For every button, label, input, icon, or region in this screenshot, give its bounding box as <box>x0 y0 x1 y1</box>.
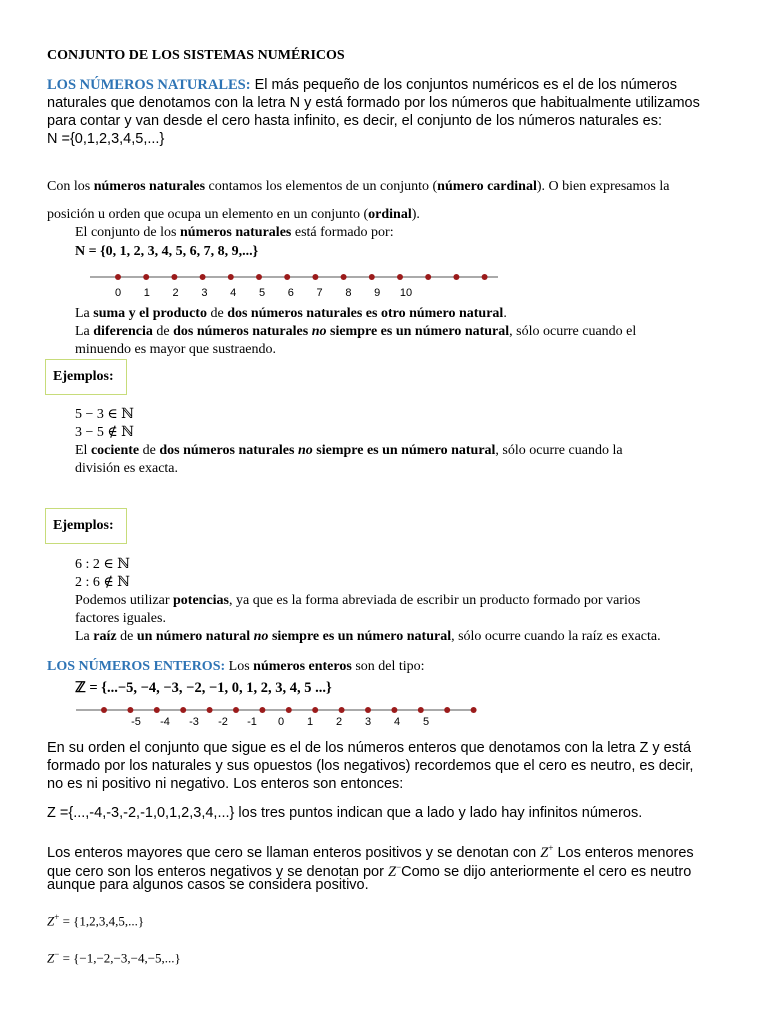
page-title: CONJUNTO DE LOS SISTEMAS NUMÉRICOS <box>47 48 345 63</box>
natural-point <box>369 274 375 280</box>
natural-tick-label: 2 <box>172 287 179 299</box>
example-subtraction-in: 5 − 3 ∈ ℕ <box>75 407 135 422</box>
integer-tick-label: 3 <box>364 716 372 728</box>
examples-box-2 <box>45 508 127 544</box>
natural-tick-label: 9 <box>374 287 381 299</box>
natural-tick-label: 4 <box>230 287 237 299</box>
enteros-para1-line-3: no es ni positivo ni negativo. Los enteros son entonces: <box>47 776 404 792</box>
natural-number-line <box>88 264 508 304</box>
example-division-notin: 2 : 6 ∉ ℕ <box>75 575 131 590</box>
natural-point <box>115 274 121 280</box>
naturales-heading: LOS NÚMEROS NATURALES: <box>47 77 251 93</box>
integer-point <box>180 707 186 713</box>
natural-point <box>256 274 262 280</box>
natural-point <box>228 274 234 280</box>
natural-tick-label: 1 <box>143 287 150 299</box>
integer-tick-label: -2 <box>218 716 228 728</box>
integer-tick-label: -1 <box>247 716 257 728</box>
integer-point <box>418 707 424 713</box>
quotient-line-2: división es exacta. <box>75 461 179 476</box>
integer-tick-label: -3 <box>189 716 199 728</box>
natural-tick-label: 7 <box>316 287 323 299</box>
integer-point <box>101 707 107 713</box>
difference-line-2: minuendo es mayor que sustraendo. <box>75 342 277 357</box>
natural-tick-label: 10 <box>399 287 413 299</box>
cardinal-line-2: posición u orden que ocupa un elemento en un conjunto (ordinal). <box>47 207 420 222</box>
natural-point <box>425 274 431 280</box>
examples-label: Ejemplos: <box>53 369 114 384</box>
integer-point <box>312 707 318 713</box>
integer-point <box>233 707 239 713</box>
z-plus-set: Z+ = {1,2,3,4,5,...} <box>47 912 145 929</box>
natural-point <box>171 274 177 280</box>
integer-point <box>339 707 345 713</box>
natural-point <box>453 274 459 280</box>
integer-point <box>127 707 133 713</box>
integer-point <box>154 707 160 713</box>
powers-line-1: Podemos utilizar potencias, ya que es la forma abreviada de escribir un producto formado por varios <box>75 593 641 608</box>
integer-point <box>391 707 397 713</box>
z-minus-set: Z− = {−1,−2,−3,−4,−5,...} <box>47 949 181 966</box>
natural-tick-label: 0 <box>114 287 122 299</box>
integer-point <box>471 707 477 713</box>
integer-tick-label: -4 <box>160 716 170 728</box>
enteros-para1-line-2: formado por los naturales y sus opuestos (los negativos) recordemos que el cero es neutro, es decir, <box>47 758 694 774</box>
natural-tick-label: 3 <box>201 287 208 299</box>
integer-tick-label: 5 <box>422 716 430 728</box>
enteros-para1-line-1: En su orden el conjunto que sigue es el de los números enteros que denotamos con la letra Z y está <box>47 740 692 756</box>
quotient-line-1: El cociente de dos números naturales no siempre es un número natural, sólo ocurre cuando la <box>75 443 623 458</box>
natural-point <box>397 274 403 280</box>
integer-tick-label: 2 <box>335 716 343 728</box>
integer-tick-label: 4 <box>393 716 401 728</box>
integer-tick-label: 0 <box>277 716 285 728</box>
formed-line: El conjunto de los números naturales está formado por: <box>75 225 394 240</box>
enteros-para2-line-3: aunque para algunos casos se considera positivo. <box>47 877 369 893</box>
enteros-para2-line-1: Los enteros mayores que cero se llaman enteros positivos y se denotan con Z+ Los enteros menores <box>47 843 694 861</box>
sum-product-line: La suma y el producto de dos números naturales es otro número natural. <box>75 306 507 321</box>
cardinal-line-1: Con los números naturales contamos los elementos de un conjunto (número cardinal). O bien expresamos la <box>47 179 670 194</box>
example-division-in: 6 : 2 ∈ ℕ <box>75 557 131 572</box>
root-line: La raíz de un número natural no siempre es un número natural, sólo ocurre cuando la raíz es exacta. <box>75 629 661 644</box>
integer-point <box>365 707 371 713</box>
enteros-set-bold: ℤ = {...−5, −4, −3, −2, −1, 0, 1, 2, 3, 4, 5 ...} <box>75 680 332 696</box>
natural-tick-label: 8 <box>345 287 352 299</box>
natural-point <box>341 274 347 280</box>
enteros-set-plain: Z ={...,-4,-3,-2,-1,0,1,2,3,4,...} los tres puntos indican que a lado y lado hay infinitos números. <box>47 805 643 821</box>
integer-number-line <box>74 702 474 732</box>
natural-point <box>312 274 318 280</box>
powers-line-2: factores iguales. <box>75 611 166 626</box>
enteros-heading: LOS NÚMEROS ENTEROS: <box>47 659 226 674</box>
integer-point <box>207 707 213 713</box>
naturales-intro-line-2: naturales que denotamos con la letra N y está formado por los números que habitualmente utilizamos <box>47 95 700 111</box>
examples-label: Ejemplos: <box>53 518 114 533</box>
natural-point <box>200 274 206 280</box>
integer-point <box>259 707 265 713</box>
integer-point <box>444 707 450 713</box>
integer-tick-label: -5 <box>131 716 141 728</box>
integer-tick-label: 1 <box>306 716 314 728</box>
enteros-para2-line-2: que cero son los enteros negativos y se denotan por Z−Como se dijo anteriormente el cero es neutro <box>47 862 692 880</box>
naturales-intro-line-3: para contar y van desde el cero hasta infinito, es decir, el conjunto de los números naturales es: <box>47 113 662 129</box>
naturales-intro-line-1: LOS NÚMEROS NATURALES: El más pequeño de los conjuntos numéricos es el de los números <box>47 77 677 93</box>
natural-tick-label: 5 <box>258 287 266 299</box>
naturales-set-bold: N = {0, 1, 2, 3, 4, 5, 6, 7, 8, 9,...} <box>75 244 259 259</box>
difference-line-1: La diferencia de dos números naturales no siempre es un número natural, sólo ocurre cuando el <box>75 324 637 339</box>
natural-point <box>143 274 149 280</box>
enteros-intro-line: LOS NÚMEROS ENTEROS: Los números enteros son del tipo: <box>47 659 425 674</box>
natural-point <box>482 274 488 280</box>
naturales-set-plain: N ={0,1,2,3,4,5,...} <box>47 131 165 147</box>
natural-tick-label: 6 <box>287 287 294 299</box>
natural-point <box>284 274 290 280</box>
examples-box-1 <box>45 359 127 395</box>
example-subtraction-notin: 3 − 5 ∉ ℕ <box>75 425 135 440</box>
integer-point <box>286 707 292 713</box>
